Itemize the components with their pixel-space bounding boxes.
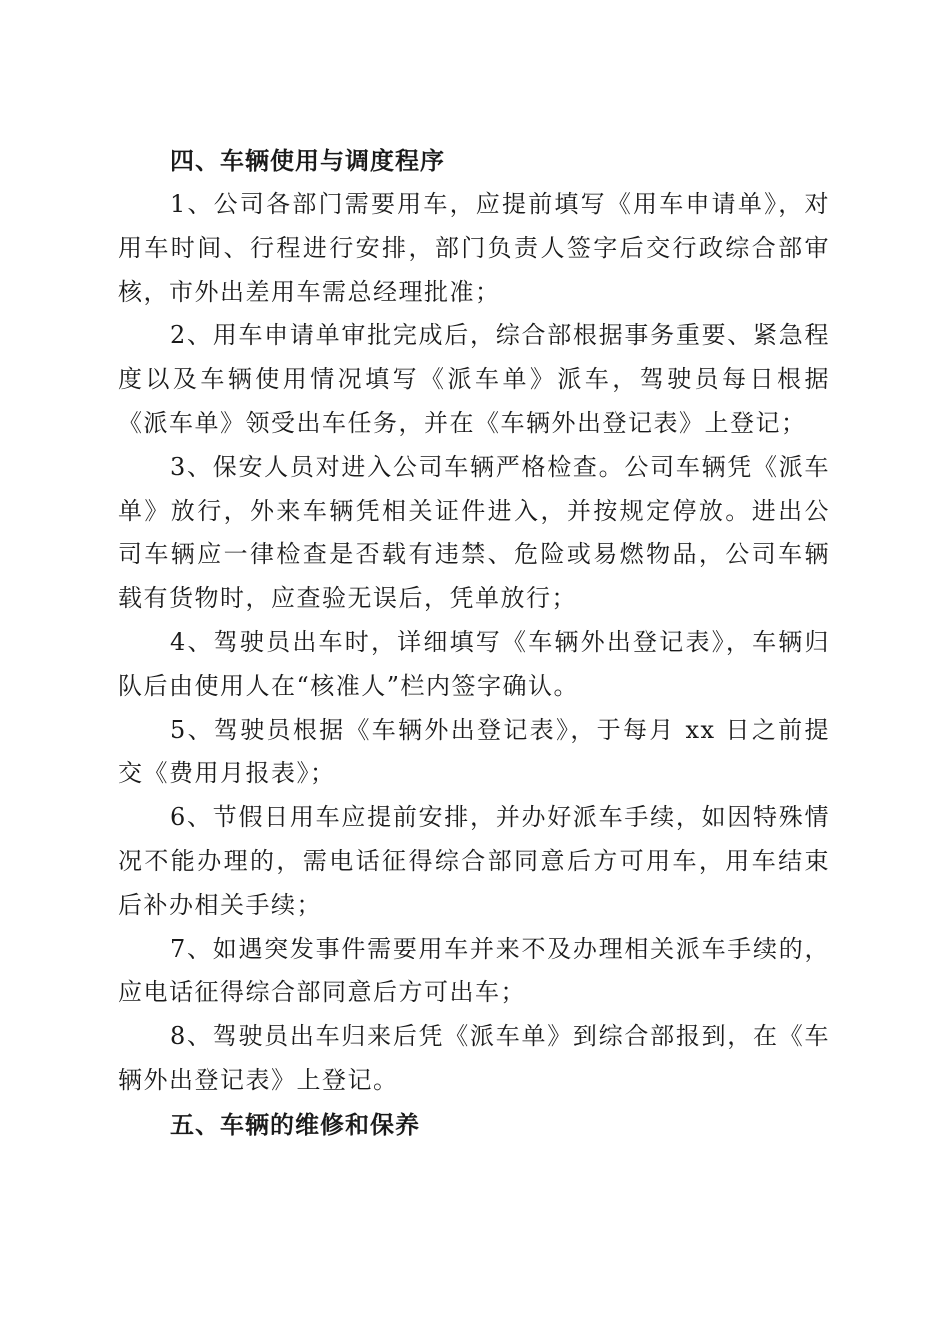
- paragraph-item-5: [118, 709, 830, 797]
- paragraph-line: 7、如遇突发事件需要用车并来不及办理相关派车手续的，: [170, 934, 830, 963]
- paragraph-line: 1、公司各部门需要用车，应提前填写《用车申请单》，对: [170, 190, 830, 218]
- paragraph-line: 应电话征得综合部同意后方可出车；: [118, 978, 526, 1007]
- paragraph-item-1: [118, 183, 830, 314]
- paragraph-line: 队后由使用人在“核准人”栏内签字确认。: [118, 671, 580, 700]
- paragraph-item-7: [118, 928, 830, 1016]
- paragraph-item-6: [118, 796, 830, 927]
- paragraph-line: 载有货物时，应查验无误后，凭单放行；: [118, 584, 577, 613]
- paragraph-item-3: [118, 446, 830, 621]
- section-5-heading: 五、车辆的维修和保养: [170, 1110, 420, 1139]
- paragraph-line: 用车时间、行程进行安排，部门负责人签字后交行政综合部审: [118, 233, 830, 262]
- paragraph-line: 6、节假日用车应提前安排，并办好派车手续，如因特殊情: [170, 803, 830, 832]
- paragraph-line: 度以及车辆使用情况填写《派车单》派车，驾驶员每日根据: [118, 365, 830, 394]
- paragraph-line: 交《费用月报表》；: [118, 759, 336, 788]
- document-page: [118, 139, 830, 1147]
- paragraph-line: 后补办相关手续；: [118, 890, 322, 919]
- paragraph-line: 2、用车申请单审批完成后，综合部根据事务重要、紧急程: [170, 321, 830, 350]
- paragraph-line: 单》放行，外来车辆凭相关证件进入，并按规定停放。进出公: [118, 496, 830, 525]
- paragraph-line: 3、保安人员对进入公司车辆严格检查。公司车辆凭《派车: [170, 452, 830, 481]
- paragraph-line: 《派车单》领受出车任务，并在《车辆外出登记表》上登记；: [118, 408, 807, 437]
- section-4-heading: 四、车辆使用与调度程序: [170, 147, 445, 175]
- paragraph-line: 4、驾驶员出车时，详细填写《车辆外出登记表》，车辆归: [170, 627, 830, 656]
- paragraph-line: 司车辆应一律检查是否载有违禁、危险或易燃物品，公司车辆: [118, 540, 830, 569]
- paragraph-line: 辆外出登记表》上登记。: [118, 1065, 399, 1094]
- paragraph-line: 5、驾驶员根据《车辆外出登记表》，于每月 xx 日之前提: [170, 715, 830, 744]
- paragraph-line: 核，市外出差用车需总经理批准；: [118, 277, 501, 306]
- paragraph-item-8: [118, 1015, 830, 1103]
- paragraph-line: 况不能办理的，需电话征得综合部同意后方可用车，用车结束: [118, 846, 830, 875]
- section-4-body: [118, 183, 830, 1103]
- paragraph-item-2: [118, 314, 830, 445]
- paragraph-line: 8、驾驶员出车归来后凭《派车单》到综合部报到，在《车: [170, 1022, 830, 1051]
- paragraph-item-4: [118, 621, 830, 709]
